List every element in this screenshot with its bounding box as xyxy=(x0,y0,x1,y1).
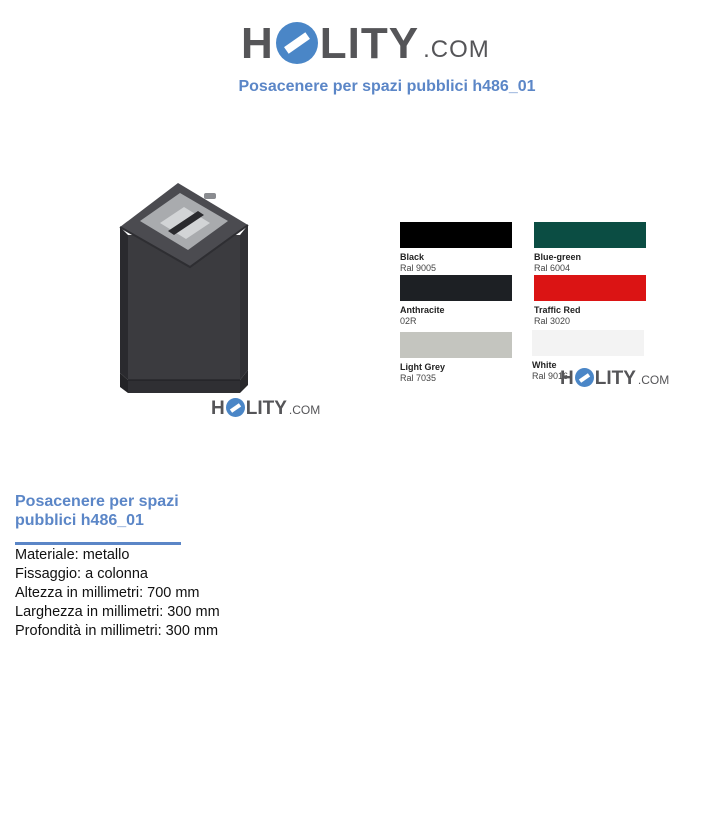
page-title: Posacenere per spazi pubblici h486_01 xyxy=(238,78,536,95)
spec-material: Materiale: metallo xyxy=(15,547,130,563)
wm-o-icon xyxy=(575,368,594,387)
swatch-code: Ral 3020 xyxy=(534,316,571,326)
color-swatches xyxy=(398,222,698,392)
swatch-code: Ral 6004 xyxy=(534,263,571,273)
swatch-chip xyxy=(534,222,646,248)
swatch-chip xyxy=(532,330,644,356)
wm-com: .COM xyxy=(637,373,670,387)
swatch-name: White xyxy=(532,360,557,370)
swatch-name: Light Grey xyxy=(400,362,446,372)
swatch-code: Ral 9016 xyxy=(532,371,569,381)
swatch-name: Anthracite xyxy=(400,305,445,315)
spec-mounting: Fissaggio: a colonna xyxy=(15,566,148,582)
swatch-chip xyxy=(400,222,512,248)
spec-height: Altezza in millimetri: 700 mm xyxy=(15,585,200,601)
swatch-watermark xyxy=(560,368,669,388)
swatch-anthracite[interactable] xyxy=(400,275,512,327)
swatch-name: Blue-green xyxy=(534,252,582,262)
swatch-chip xyxy=(400,332,512,358)
swatch-code: 02R xyxy=(400,316,417,326)
wm-suffix: LITY xyxy=(594,368,636,389)
swatch-blue-green[interactable] xyxy=(534,222,646,274)
swatch-light-grey[interactable] xyxy=(400,332,512,384)
swatch-name: Black xyxy=(400,252,425,262)
spec-width: Larghezza in millimetri: 300 mm xyxy=(15,604,220,620)
swatch-chip xyxy=(400,275,512,301)
swatch-code: Ral 7035 xyxy=(400,373,437,383)
wm-prefix: H xyxy=(211,398,225,419)
swatch-chip xyxy=(534,275,646,301)
logo-prefix: H xyxy=(241,19,274,68)
details-divider xyxy=(15,542,181,545)
logo-o-icon xyxy=(276,22,318,64)
product-image xyxy=(0,135,390,455)
swatch-name: Traffic Red xyxy=(534,305,581,315)
product-watermark xyxy=(211,398,320,418)
spec-list xyxy=(15,546,220,641)
swatch-traffic-red[interactable] xyxy=(534,275,646,327)
wm-o-icon xyxy=(226,398,245,417)
site-logo[interactable] xyxy=(241,10,490,68)
logo-com: .COM xyxy=(423,36,490,63)
logo-suffix: LITY xyxy=(319,19,420,68)
swatch-black[interactable] xyxy=(400,222,512,274)
wm-com: .COM xyxy=(288,403,321,417)
details-title: Posacenere per spazi pubblici h486_01 xyxy=(15,493,179,529)
ashtray-bin-illustration xyxy=(0,135,390,455)
spec-depth: Profondità in millimetri: 300 mm xyxy=(15,623,219,639)
swatch-code: Ral 9005 xyxy=(400,263,437,273)
wm-prefix: H xyxy=(560,368,574,389)
wm-suffix: LITY xyxy=(245,398,287,419)
